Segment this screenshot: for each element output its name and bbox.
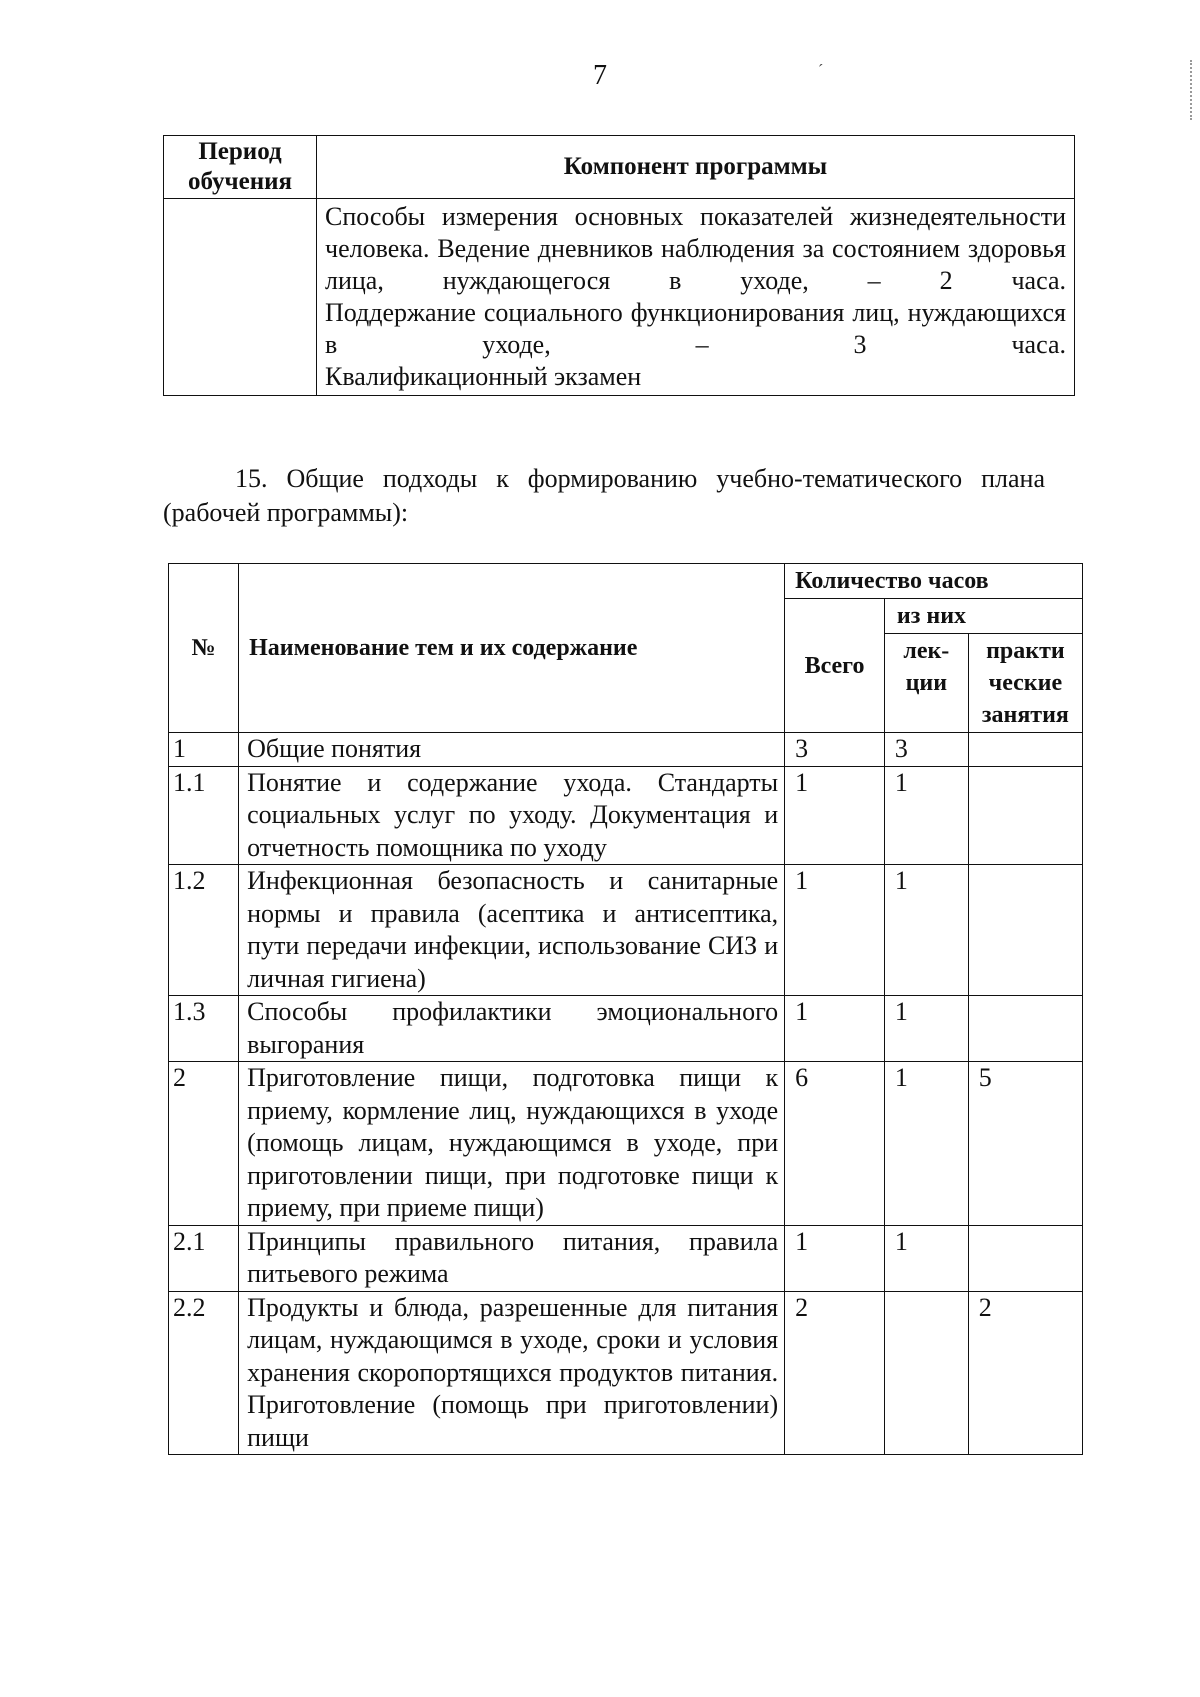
row-number: 1 (169, 733, 239, 767)
row-total-hours: 1 (785, 996, 885, 1062)
row-total-hours: 6 (785, 1062, 885, 1226)
scan-artifact: ˊ (818, 62, 824, 79)
plan-row (169, 996, 1083, 1062)
plan-row (169, 1225, 1083, 1291)
plan-header-row (169, 564, 1083, 599)
row-number: 1.2 (169, 865, 239, 996)
plan-row (169, 1062, 1083, 1226)
row-topic: Продукты и блюда, разрешенные для питания лицам, нуждающимся в уходе, сроки и условия хранения скоропортящихся продуктов питания. Приготовление (помощь при приготовлении) пищи (239, 1291, 785, 1455)
row-practice-hours: 5 (968, 1062, 1082, 1226)
row-practice-hours (968, 733, 1082, 767)
component-paragraph: Квалификационный экзамен (325, 362, 642, 391)
row-lecture-hours: 1 (884, 1225, 968, 1291)
num-header: № (169, 564, 239, 733)
row-topic: Принципы правильного питания, правила питьевого режима (239, 1225, 785, 1291)
row-lecture-hours: 1 (884, 865, 968, 996)
component-paragraph: Поддержание социального функционирования лиц, нуждающихся в уходе, – 3 часа. (325, 298, 1066, 359)
plan-row (169, 733, 1083, 767)
page-number: 7 (593, 60, 607, 91)
section-heading-line: 15. Общие подходы к формированию учебно-тематического плана (235, 464, 1045, 493)
plan-row (169, 1291, 1083, 1455)
plan-row (169, 766, 1083, 865)
scan-edge-mark (1190, 60, 1195, 120)
row-number: 2.1 (169, 1225, 239, 1291)
row-number: 1.3 (169, 996, 239, 1062)
row-topic: Приготовление пищи, подготовка пищи к приему, кормление лиц, нуждающихся в уходе (помощь лицам, нуждающимся в уходе, при приготовлении пищи, при подготовке пищи к приему, при приеме пищи) (239, 1062, 785, 1226)
row-total-hours: 1 (785, 766, 885, 865)
row-topic: Инфекционная безопасность и санитарные нормы и правила (асептика и антисептика, пути передачи инфекции, использование СИЗ и личная гигиена) (239, 865, 785, 996)
total-header: Всего (785, 599, 885, 733)
row-total-hours: 1 (785, 865, 885, 996)
row-total-hours: 2 (785, 1291, 885, 1455)
component-paragraph: Способы измерения основных показателей жизнедеятельности человека. Ведение дневников наблюдения за состоянием здоровья лица, нуждающегося в уходе, – 2 часа. (325, 202, 1066, 295)
row-lecture-hours: 3 (884, 733, 968, 767)
period-cell (164, 199, 317, 396)
row-topic: Способы профилактики эмоционального выгорания (239, 996, 785, 1062)
row-topic: Понятие и содержание ухода. Стандарты социальных услуг по уходу. Документация и отчетность помощника по уходу (239, 766, 785, 865)
row-practice-hours (968, 1225, 1082, 1291)
name-header: Наименование тем и их содержание (239, 564, 785, 733)
row-topic: Общие понятия (239, 733, 785, 767)
row-lecture-hours (884, 1291, 968, 1455)
plan-table-body (169, 733, 1083, 1455)
row-practice-hours (968, 766, 1082, 865)
component-cell (317, 199, 1075, 396)
row-number: 2 (169, 1062, 239, 1226)
row-practice-hours (968, 865, 1082, 996)
practice-header: практи ческие занятия (968, 634, 1082, 733)
of-them-header: из них (884, 599, 1082, 634)
hours-header: Количество часов (785, 564, 1083, 599)
component-header: Компонент программы (317, 136, 1075, 199)
component-table-row (164, 199, 1075, 396)
plan-table (168, 563, 1083, 1455)
row-practice-hours: 2 (968, 1291, 1082, 1455)
row-total-hours: 1 (785, 1225, 885, 1291)
row-number: 1.1 (169, 766, 239, 865)
row-total-hours: 3 (785, 733, 885, 767)
section-heading-line: (рабочей программы): (163, 498, 409, 527)
row-lecture-hours: 1 (884, 996, 968, 1062)
lectures-header: лек-ции (884, 634, 968, 733)
section-heading (163, 462, 1045, 530)
plan-row (169, 865, 1083, 996)
row-practice-hours (968, 996, 1082, 1062)
row-lecture-hours: 1 (884, 1062, 968, 1226)
component-table-header-row (164, 136, 1075, 199)
component-table (163, 135, 1075, 396)
row-number: 2.2 (169, 1291, 239, 1455)
row-lecture-hours: 1 (884, 766, 968, 865)
period-header: Период обучения (164, 136, 317, 199)
